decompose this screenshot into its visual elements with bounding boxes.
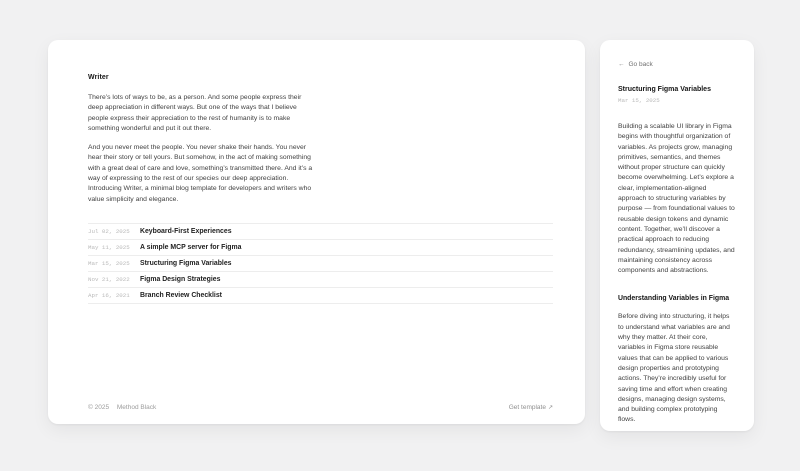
- back-arrow-icon: ←: [618, 61, 625, 68]
- post-title: Structuring Figma Variables: [140, 259, 232, 267]
- go-back-link[interactable]: [618, 61, 653, 68]
- post-list-item[interactable]: [88, 287, 553, 303]
- post-list-item[interactable]: [88, 239, 553, 255]
- get-template-label: Get template: [508, 404, 546, 411]
- post-title: Keyboard-First Experiences: [140, 227, 232, 235]
- copyright-year: © 2025: [88, 404, 110, 411]
- site-title: Writer: [88, 74, 109, 81]
- article-title: Structuring Figma Variables: [618, 86, 711, 93]
- external-link-arrow-icon: ↗: [547, 405, 553, 411]
- article-intro: Building a scalable UI library in Figma begins with thoughtful organization of variables. As projects grow, managing primitives, semantics, and themes without proper structure can quickly become overwhelming. Let’s explore a clear, implementation-aligned approach to structuring variables by purpose — from foundational values to reusable design tokens and dynamic content. Together, we’ll discover a practical approach to reducing redundancy, streamlining updates, and maintaining consistency across components and abstractions.: [618, 123, 735, 275]
- go-back-label: Go back: [628, 61, 653, 68]
- post-list-item[interactable]: [88, 255, 553, 271]
- article-section-body: Before diving into structuring, it helps to understand what variables are and why they matter. At their core, variables in Figma store reusable values that can be applied to various design properties and prototyping actions. They’re incredibly useful for saving time and effort when creating designs, managing design systems, and building complex prototyping flows.: [618, 313, 730, 424]
- post-date: Jul 02, 2025: [88, 227, 130, 235]
- intro-paragraph-1: There’s lots of ways to be, as a person. And some people express their deep appreciation in different ways. But one of the ways that I believe people express their appreciation to the rest of humanity is to make something wonderful and put it out there.: [88, 94, 302, 132]
- post-date: May 11, 2025: [88, 243, 130, 251]
- article-date: Mar 15, 2025: [618, 97, 660, 104]
- blog-home-card: [48, 40, 585, 424]
- post-title: A simple MCP server for Figma: [140, 243, 242, 251]
- post-title: Branch Review Checklist: [140, 291, 222, 299]
- footer: [88, 404, 553, 414]
- post-date: Mar 15, 2025: [88, 259, 130, 267]
- article-section-heading: Understanding Variables in Figma: [618, 295, 730, 303]
- post-list-item[interactable]: [88, 271, 553, 287]
- article-card: [600, 40, 754, 431]
- post-title: Figma Design Strategies: [140, 275, 221, 283]
- get-template-link[interactable]: [509, 404, 553, 411]
- post-list-item[interactable]: [88, 223, 553, 239]
- post-list: [88, 223, 553, 304]
- intro-paragraph-2: And you never meet the people. You never shake their hands. You never hear their story or tell yours. But somehow, in the act of making something with a great deal of care and love, something’s transmitted there. And it’s a way of expressing to the rest of our species our deep appreciation. Introducing Writer, a minimal blog template for developers and writers who value simplicity and elegance.: [88, 144, 313, 203]
- footer-copyright: [88, 404, 156, 411]
- post-date: Apr 16, 2021: [88, 291, 130, 299]
- post-date: Nov 21, 2022: [88, 275, 130, 283]
- brand-name: Method Black: [116, 404, 157, 411]
